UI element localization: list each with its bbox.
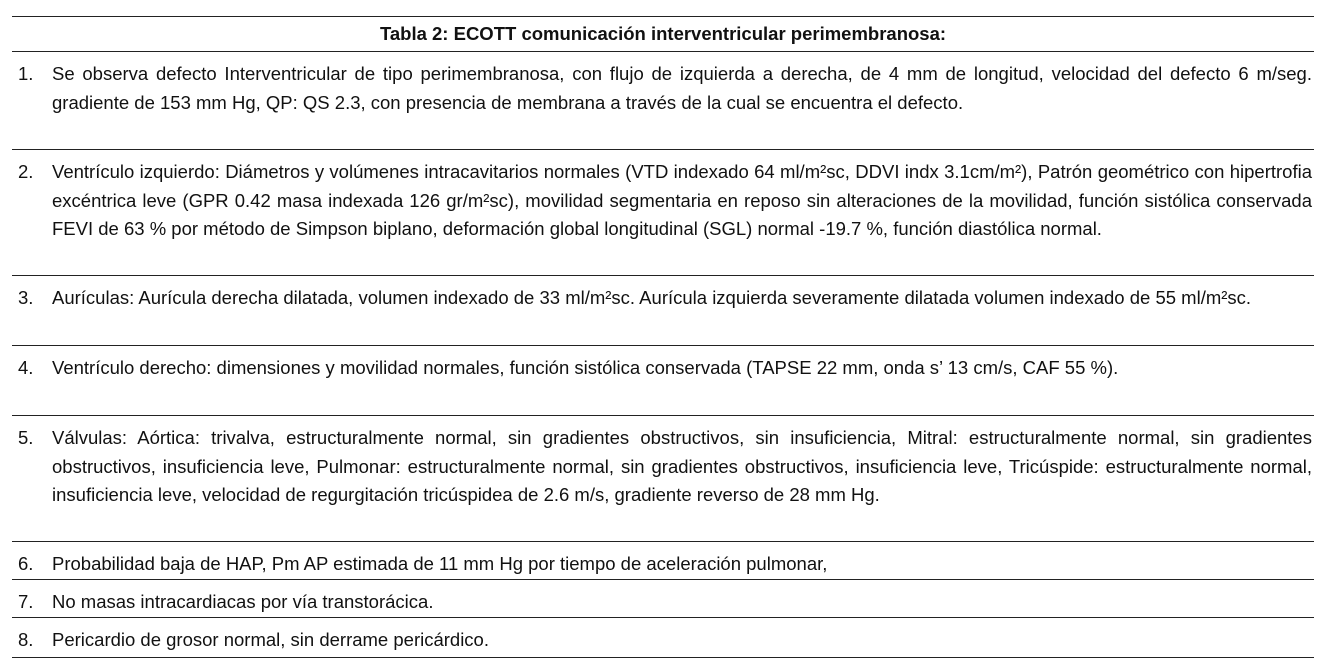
table-row xyxy=(12,542,1314,580)
table-row xyxy=(12,346,1314,416)
row-text: Ventrículo derecho: dimensiones y movilidad normales, función sistólica conservada (TAPSE 22 mm, onda s’ 13 cm/s, CAF 55 %). xyxy=(52,357,1119,378)
row-text: Válvulas: Aórtica: trivalva, estructuralmente normal, sin gradientes obstructivos, sin insuficiencia, Mitral: estructuralmente normal, sin gradientes obstructivos, insuficiencia leve, Pulmonar: estructuralmente normal, sin gradientes obstructivos, insuficiencia leve, Tricúspide: estructuralmente normal, insuficiencia leve, velocidad de regurgitación tricúspidea de 2.6 m/s, gradiente reverso de 28 mm Hg. xyxy=(52,427,1312,505)
table-row xyxy=(12,150,1314,276)
row-number: 8. xyxy=(18,629,34,650)
table-title: Tabla 2: ECOTT comunicación interventricular perimembranosa: xyxy=(12,17,1314,52)
row-text: Pericardio de grosor normal, sin derrame pericárdico. xyxy=(52,629,489,650)
row-number: 7. xyxy=(18,591,34,612)
row-number: 1. xyxy=(18,63,34,84)
table-row xyxy=(12,276,1314,346)
row-number: 3. xyxy=(18,287,34,308)
table-row xyxy=(12,52,1314,150)
row-number: 5. xyxy=(18,427,34,448)
findings-table xyxy=(12,16,1314,658)
row-text: Se observa defecto Interventricular de tipo perimembranosa, con flujo de izquierda a derecha, de 4 mm de longitud, velocidad del defecto 6 m/seg. gradiente de 153 mm Hg, QP: QS 2.3, con presencia de membrana a través de la cual se encuentra el defecto. xyxy=(52,63,1312,113)
row-text: No masas intracardiacas por vía transtorácica. xyxy=(52,591,434,612)
table-row xyxy=(12,416,1314,542)
row-number: 6. xyxy=(18,553,34,574)
row-number: 2. xyxy=(18,161,34,182)
row-text: Aurículas: Aurícula derecha dilatada, volumen indexado de 33 ml/m²sc. Aurícula izquierda severamente dilatada volumen indexado de 55 ml/m²sc. xyxy=(52,287,1252,308)
row-text: Ventrículo izquierdo: Diámetros y volúmenes intracavitarios normales (VTD indexado 64 ml/m²sc, DDVI indx 3.1cm/m²), Patrón geométrico con hipertrofia excéntrica leve (GPR 0.42 masa indexada 126 gr/m²sc), movilidad segmentaria en reposo sin alteraciones de la movilidad, función sistólica conservada FEVI de 63 % por método de Simpson biplano, deformación global longitudinal (SGL) normal -19.7 %, función diastólica normal. xyxy=(52,161,1312,239)
table-row xyxy=(12,580,1314,618)
table-row xyxy=(12,618,1314,658)
row-number: 4. xyxy=(18,357,34,378)
row-text: Probabilidad baja de HAP, Pm AP estimada de 11 mm Hg por tiempo de aceleración pulmonar, xyxy=(52,553,828,574)
